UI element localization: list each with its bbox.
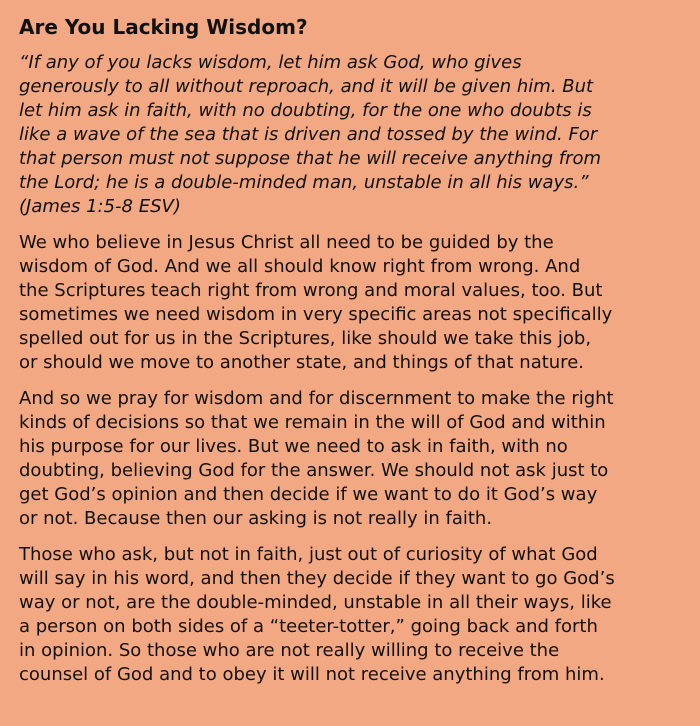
body-paragraph-2: And so we pray for wisdom and for discernment to make the right kinds of decisions so that we remain in the will of God and within his purpose for our lives. But we need to ask in faith, with no doubting, believing God for the answer. We should not ask just to get God’s opinion and then decide if we want to do it God’s way or not. Because then our asking is not really in faith.	[19, 388, 614, 529]
body-paragraph-3: Those who ask, but not in faith, just out of curiosity of what God will say in his word, and then they decide if they want to go God’s way or not, are the double-minded, unstable in all their ways, like a person on both sides of a “teeter-totter,” going back and forth in opinion. So those who are not really willing to receive the counsel of God and to obey it will not receive anything from him.	[19, 544, 615, 685]
body-paragraph-1: We who believe in Jesus Christ all need to be guided by the wisdom of God. And we all should know right from wrong. And the Scriptures teach right from wrong and moral values, too. But sometimes we need wisdom in very specific areas not specifically spelled out for us in the Scriptures, like should we take this job, or should we move to another state, and things of that nature.	[19, 232, 613, 373]
scripture-quote: “If any of you lacks wisdom, let him ask God, who gives generously to all without reproach, and it will be given him. But let him ask in faith, with no doubting, for the one who doubts is like a wave of the sea that is driven and tossed by the wind. For that person must not suppose that he will receive anything from the Lord; he is a double-minded man, unstable in all his ways.” (James 1:5-8 ESV)	[19, 52, 602, 217]
page-title: Are You Lacking Wisdom?	[19, 15, 308, 39]
